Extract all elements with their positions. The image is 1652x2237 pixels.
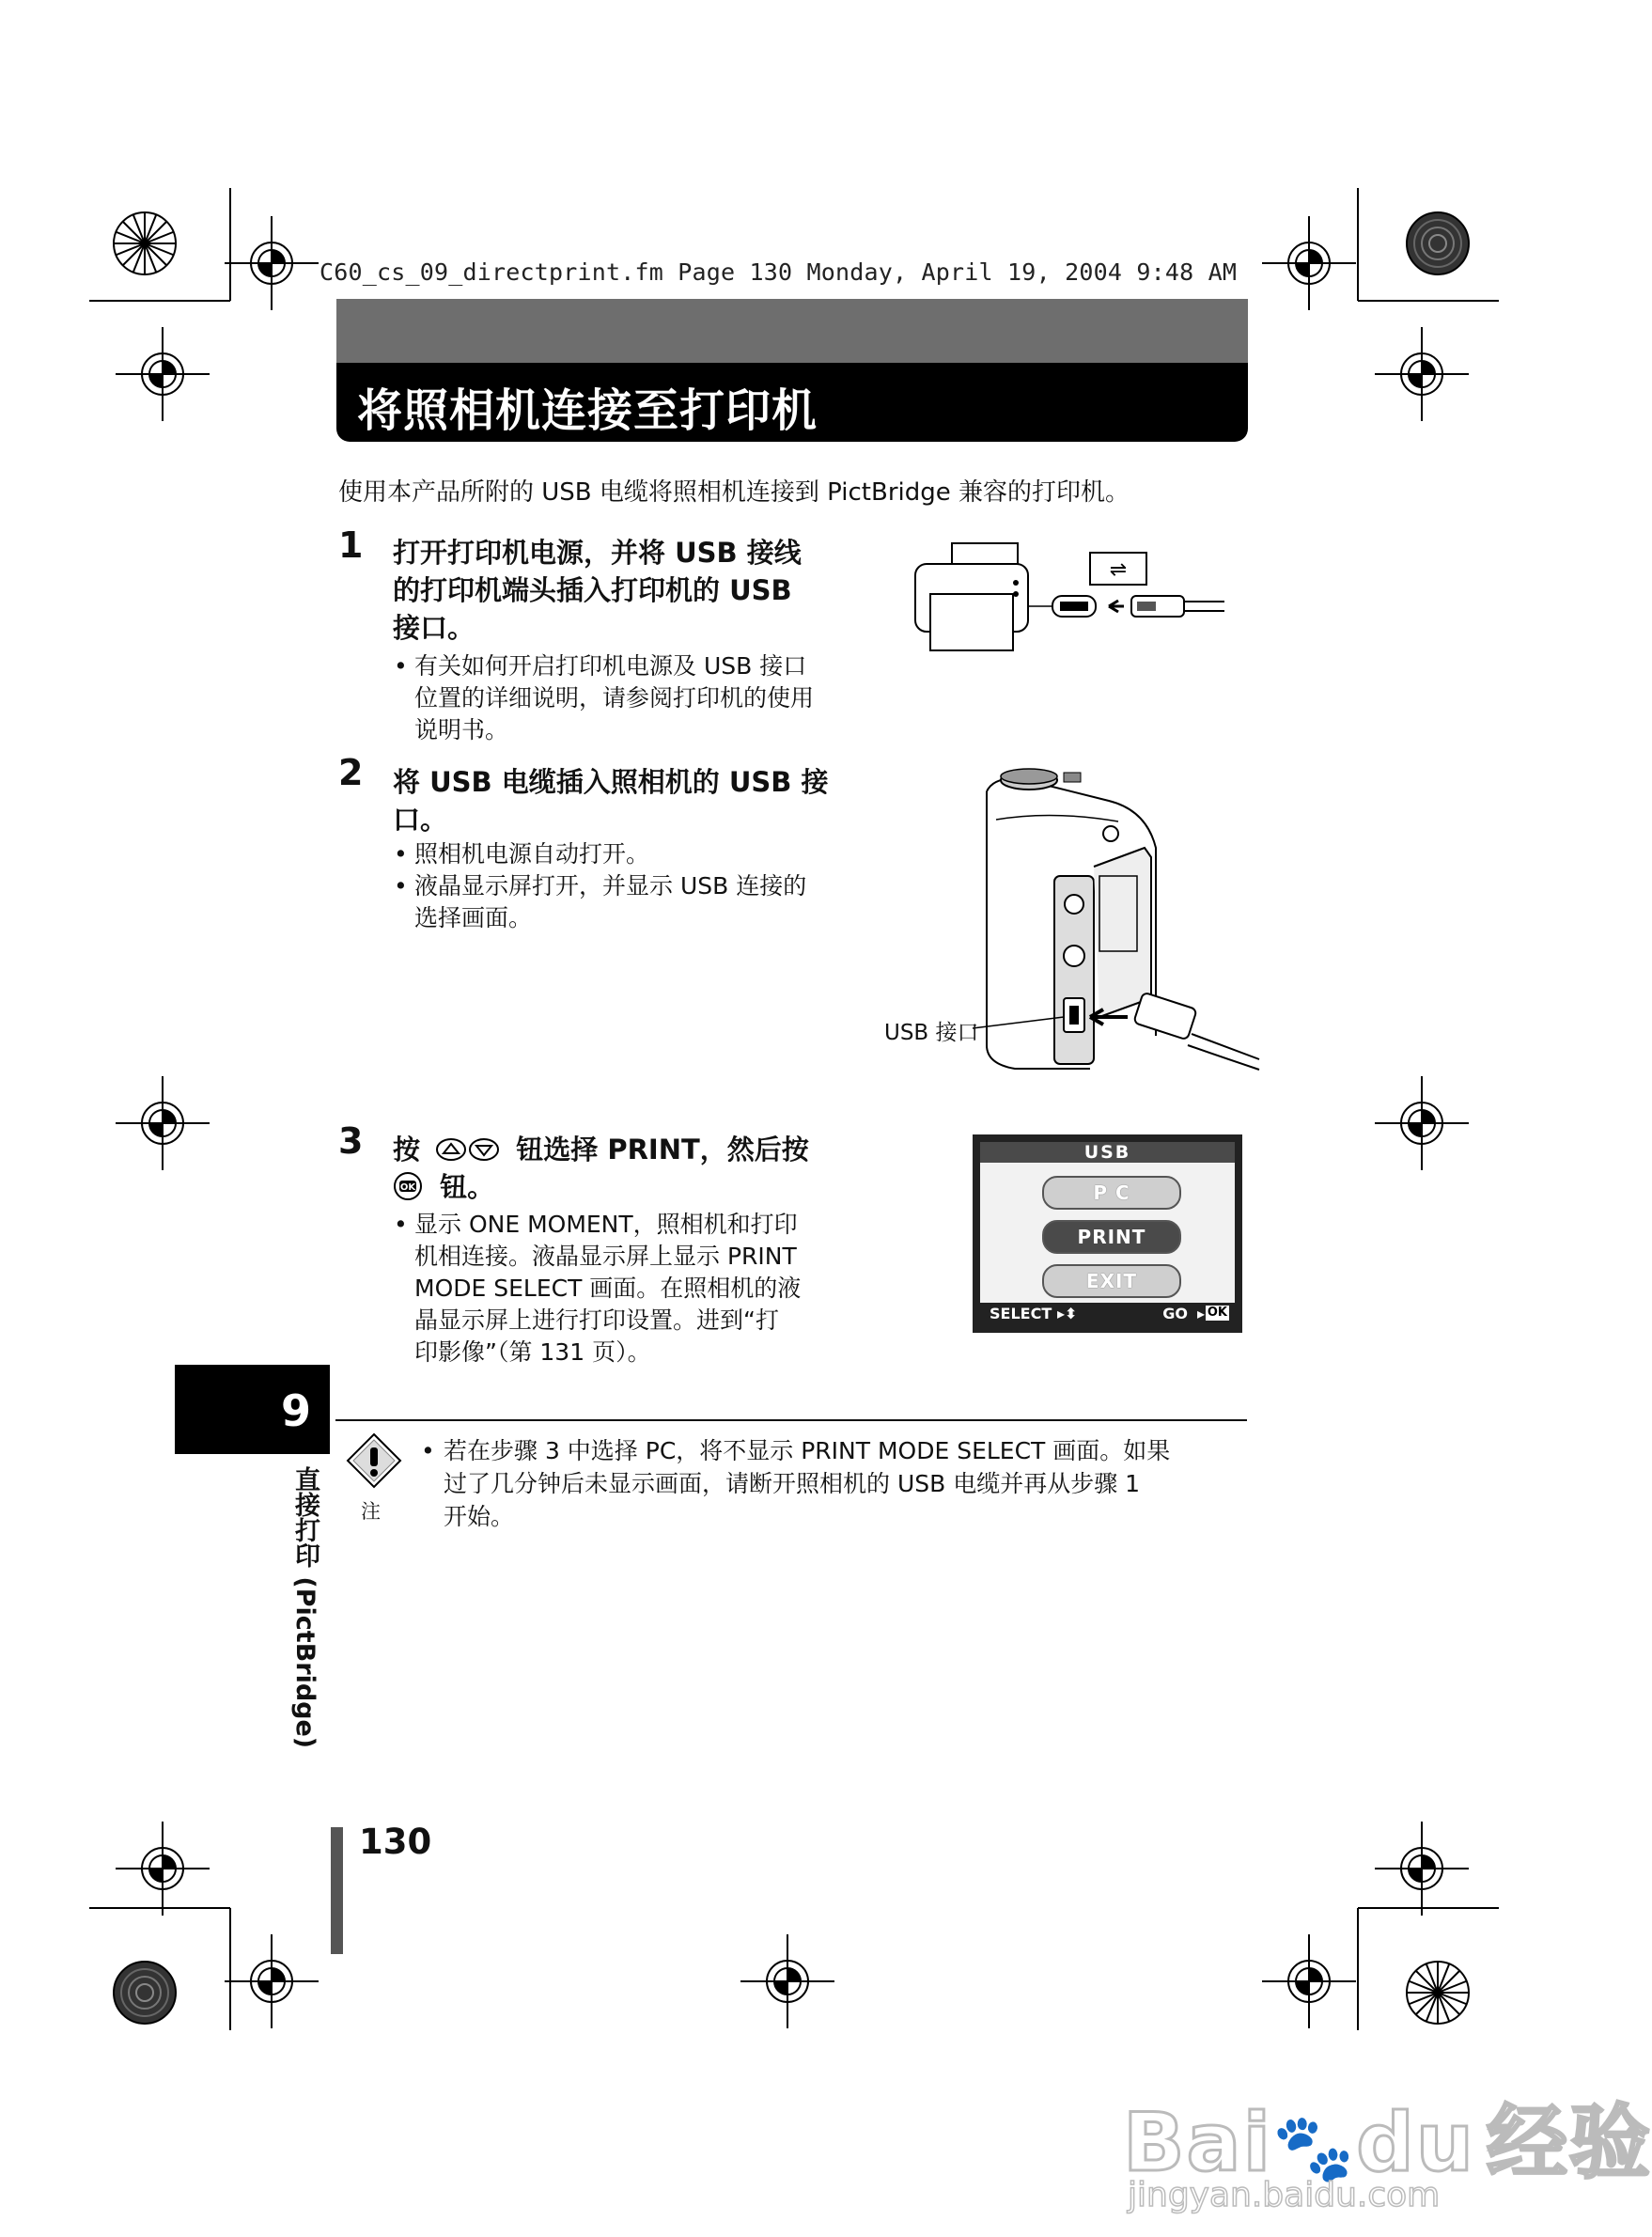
step-1-number: 1 [338,524,364,566]
step-3-number: 3 [338,1120,364,1162]
printer-usb-illustration [910,536,1229,667]
bullet-line: 显示 ONE MOMENT，照相机和打印 [414,1211,798,1238]
bullet-line: 液晶显示屏打开，并显示 USB 连接的 [414,872,807,899]
bullet-line: 印影像”（第 131 页）。 [414,1338,651,1366]
select-arrow-icon: ▸⬍ [1057,1305,1078,1322]
note-line: 若在步骤 3 中选择 PC，将不显示 PRINT MODE SELECT 画面。如果 [444,1437,1171,1464]
note-line: 过了几分钟后未显示画面，请断开照相机的 USB 电缆并再从步骤 1 [444,1470,1141,1497]
file-info-header: C60_cs_09_directprint.fm Page 130 Monday, April 19, 2004 9:48 AM [319,258,1238,286]
step-1-title [393,534,802,647]
footer-select-label: SELECT [990,1305,1052,1322]
up-down-arrow-buttons-icon [435,1137,501,1162]
watermark-url: jingyan.baidu.com [1128,2176,1441,2214]
note-label: 注 [361,1500,381,1523]
step-3-bullet [394,1209,802,1369]
bullet-line: 位置的详细说明，请参阅打印机的使用 [414,684,815,712]
title-band-top [336,299,1248,363]
step-2-number: 2 [338,752,364,793]
note-line: 开始。 [444,1503,515,1530]
bullet-dot: • [421,1437,435,1464]
step-2-bullet-1 [394,838,650,870]
page-number: 130 [359,1822,432,1862]
title-band [336,363,1248,442]
intro-text: 使用本产品所附的 USB 电缆将照相机连接到 PictBridge 兼容的打印机。 [338,478,1130,507]
watermark-brand: Bai [1123,2096,1273,2190]
option-pc: P C [1042,1176,1181,1210]
bullet-line: 说明书。 [414,716,509,743]
watermark-brand-2: du [1356,2096,1476,2190]
screen-title: USB [980,1142,1235,1163]
screen-inner [980,1142,1235,1325]
bullet-dot: • [394,872,408,899]
footer-go-label: GO [1162,1305,1188,1322]
step-1-title-line-3: 接口。 [393,612,475,644]
page-title: 将照相机连接至打印机 [357,384,818,437]
step-1-title-line-1: 打开打印机电源，并将 USB 接线 [393,537,802,569]
bullet-line: 照相机电源自动打开。 [414,840,650,868]
step-3-title [393,1131,809,1206]
step-2-bullet-2 [394,870,807,934]
camera-usb-illustration [977,763,1259,1073]
step-3-title-line-2 [393,1168,809,1206]
page-number-bar [331,1827,343,1954]
watermark-suffix: 经验 [1487,2096,1652,2190]
step-1-title-line-2: 的打印机端头插入打印机的 USB [393,574,792,606]
step-2-title-line-2: 口。 [393,804,448,836]
step-2-title-line-1: 将 USB 电缆插入照相机的 USB 接 [393,766,829,798]
step-1-bullet [394,650,815,746]
note-warning-icon [346,1432,402,1491]
go-arrow-icon: ▸ [1196,1305,1205,1322]
bullet-line: 机相连接。液晶显示屏上显示 PRINT [414,1243,797,1270]
step-3-title-text: 钮。 [440,1171,495,1203]
step-3-title-text: 钮选择 PRINT，然后按 [516,1134,809,1165]
step-3-title-line-1 [393,1131,809,1168]
bullet-line: 晶显示屏上进行打印设置。进到“打 [414,1306,779,1334]
bullet-dot: • [394,840,408,868]
note-text [421,1434,1250,1533]
bullet-line: 选择画面。 [414,904,533,931]
chapter-number: 9 [280,1385,311,1436]
paw-icon: 🐾 [1272,2109,1357,2186]
step-2-title [393,763,828,838]
option-exit: EXIT [1042,1264,1181,1298]
chapter-tab [175,1365,330,1454]
usb-selection-screen [973,1134,1242,1333]
ok-badge: OK [1207,1306,1227,1320]
svg-text:⇌: ⇌ [1109,558,1128,582]
bullet-line: 有关如何开启打印机电源及 USB 接口 [414,652,807,680]
option-print: PRINT [1042,1220,1181,1254]
screen-footer [980,1303,1235,1325]
step-3-title-text: 按 [393,1134,421,1165]
bullet-dot: • [394,1211,408,1238]
note-divider [335,1419,1247,1421]
ok-button-icon [393,1171,423,1201]
bullet-line: MODE SELECT 画面。在照相机的液 [414,1275,802,1302]
bullet-dot: • [394,652,408,680]
ok-button-icon-label: OK [399,1182,416,1193]
chapter-side-title: 直接打印 (PictBridge) [290,1466,319,1749]
usb-port-label: USB 接口 [884,1021,979,1045]
